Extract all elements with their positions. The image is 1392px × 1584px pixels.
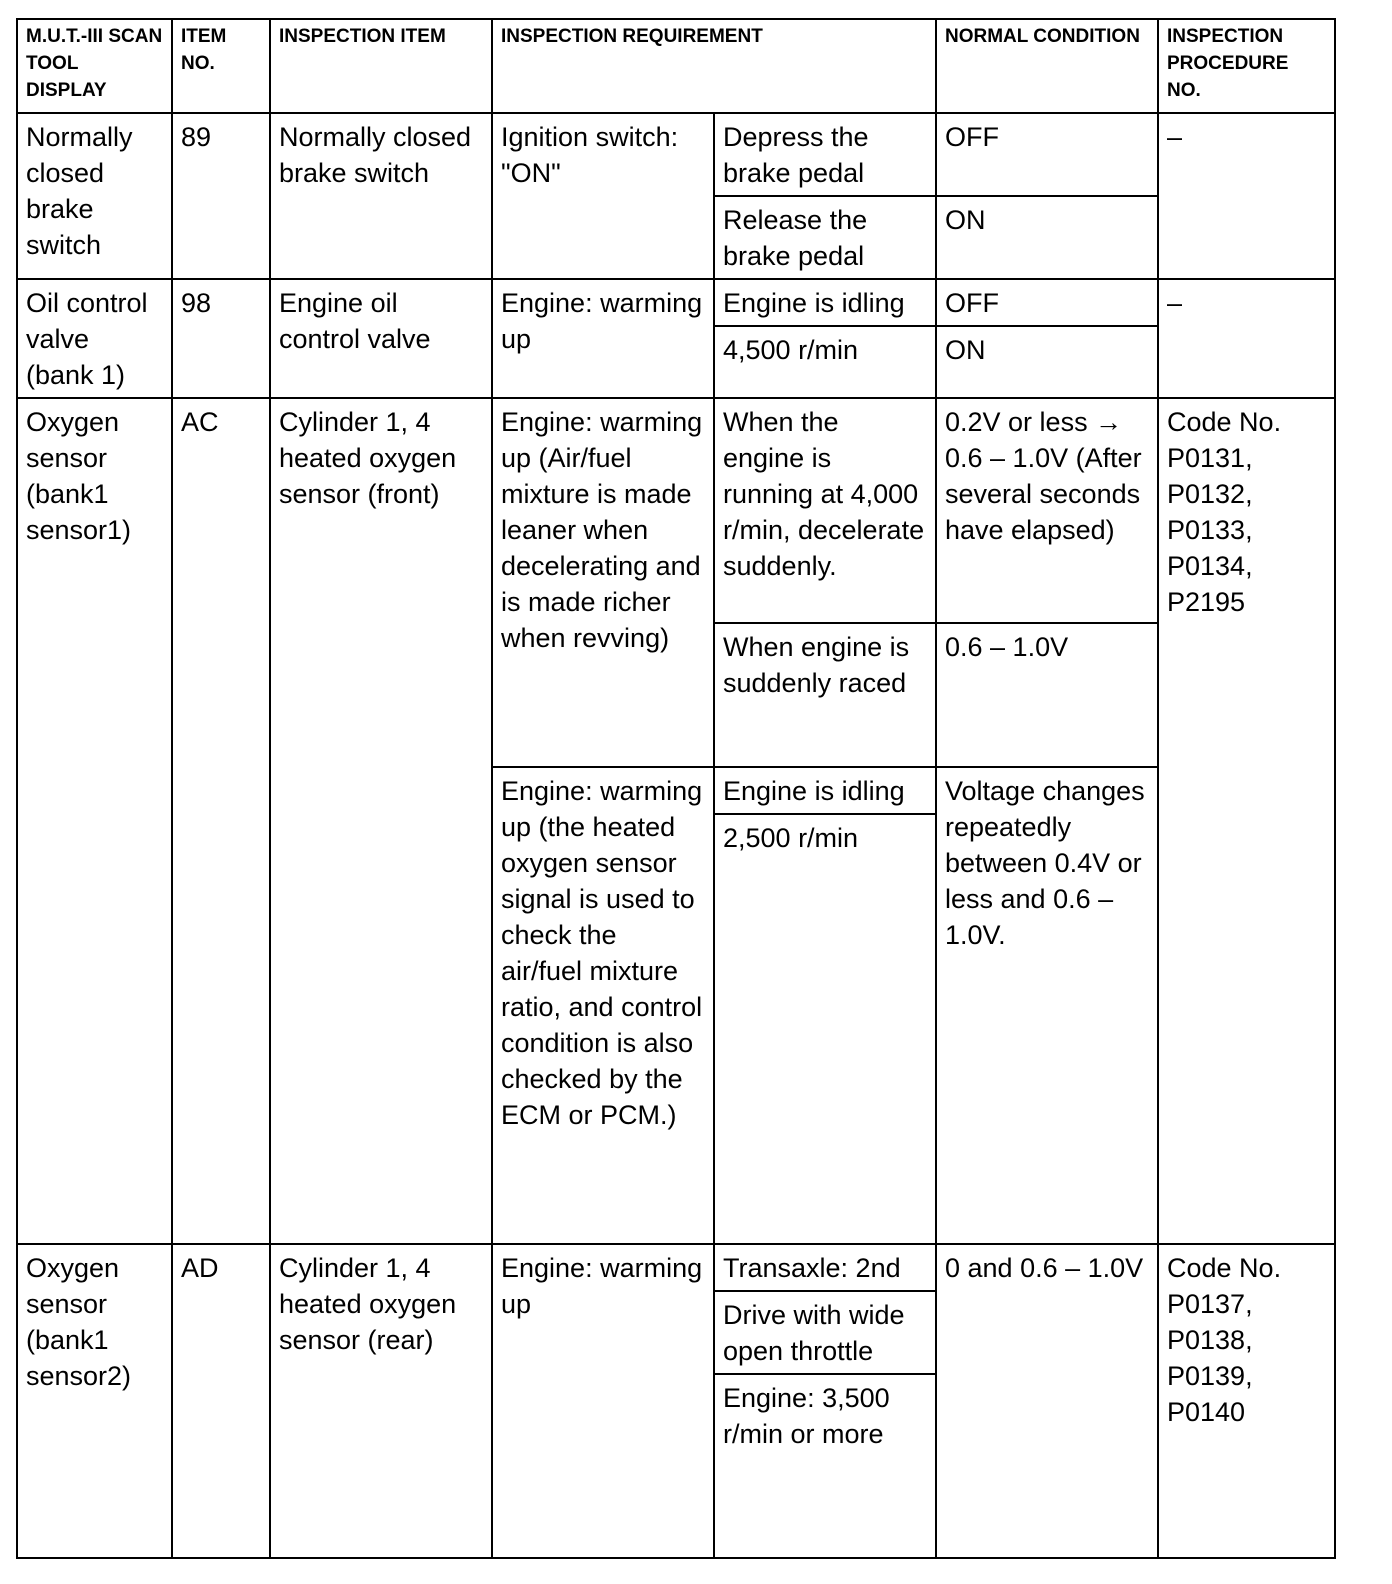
normal-condition-cell: 0.2V or less → 0.6 – 1.0V (After several seconds have elapsed): [936, 398, 1158, 623]
inspection-table: [16, 18, 1336, 1559]
condition-cell: Engine is idling: [714, 279, 936, 326]
header-inspection-requirement: INSPECTION REQUIREMENT: [492, 19, 936, 113]
header-procedure-no: INSPECTION PROCEDURE NO.: [1158, 19, 1335, 113]
condition-cell: Drive with wide open throttle: [714, 1291, 936, 1374]
display-cell: Oxygen sensor (bank1 sensor2): [17, 1244, 172, 1558]
requirement-cell: Engine: warming up (Air/fuel mixture is made leaner when decelerating and is made richer when revving): [492, 398, 714, 767]
requirement-cell: Engine: warming up: [492, 279, 714, 398]
normal-condition-cell: ON: [936, 196, 1158, 279]
display-cell: Oxygen sensor (bank1 sensor1): [17, 398, 172, 1244]
condition-cell: When engine is suddenly raced: [714, 623, 936, 767]
inspection-item-cell: Cylinder 1, 4 heated oxygen sensor (front): [270, 398, 492, 1244]
procedure-cell: –: [1158, 279, 1335, 398]
procedure-cell: Code No. P0137, P0138, P0139, P0140: [1158, 1244, 1335, 1558]
display-cell: Normally closed brake switch: [17, 113, 172, 279]
header-display: M.U.T.-III SCAN TOOL DISPLAY: [17, 19, 172, 113]
header-inspection-item: INSPECTION ITEM: [270, 19, 492, 113]
normal-condition-cell: OFF: [936, 279, 1158, 326]
item-no-cell: 89: [172, 113, 270, 279]
display-cell: Oil control valve (bank 1): [17, 279, 172, 398]
condition-cell: Transaxle: 2nd: [714, 1244, 936, 1291]
header-item-no: ITEM NO.: [172, 19, 270, 113]
inspection-item-cell: Cylinder 1, 4 heated oxygen sensor (rear): [270, 1244, 492, 1558]
condition-cell: Engine is idling: [714, 767, 936, 814]
procedure-cell: Code No. P0131, P0132, P0133, P0134, P2195: [1158, 398, 1335, 1244]
table-row: [17, 398, 1335, 623]
condition-cell: Engine: 3,500 r/min or more: [714, 1374, 936, 1558]
header-normal-condition: NORMAL CONDITION: [936, 19, 1158, 113]
normal-condition-cell: 0.6 – 1.0V: [936, 623, 1158, 767]
normal-condition-cell: ON: [936, 326, 1158, 398]
item-no-cell: AC: [172, 398, 270, 1244]
condition-cell: When the engine is running at 4,000 r/min, decelerate suddenly.: [714, 398, 936, 623]
item-no-cell: 98: [172, 279, 270, 398]
requirement-cell: Engine: warming up: [492, 1244, 714, 1558]
table-row: [17, 1244, 1335, 1291]
normal-condition-cell: Voltage changes repeatedly between 0.4V or less and 0.6 –1.0V.: [936, 767, 1158, 1244]
normal-condition-cell: 0 and 0.6 – 1.0V: [936, 1244, 1158, 1558]
inspection-item-cell: Engine oil control valve: [270, 279, 492, 398]
condition-cell: Release the brake pedal: [714, 196, 936, 279]
item-no-cell: AD: [172, 1244, 270, 1558]
requirement-cell: Ignition switch: "ON": [492, 113, 714, 279]
condition-cell: Depress the brake pedal: [714, 113, 936, 196]
header-row: [17, 19, 1335, 113]
requirement-cell: Engine: warming up (the heated oxygen sensor signal is used to check the air/fuel mixture ratio, and control condition is also checked by the ECM or PCM.): [492, 767, 714, 1244]
normal-condition-cell: OFF: [936, 113, 1158, 196]
procedure-cell: –: [1158, 113, 1335, 279]
condition-cell: 4,500 r/min: [714, 326, 936, 398]
condition-cell: 2,500 r/min: [714, 814, 936, 1244]
table-row: [17, 113, 1335, 196]
table-row: [17, 279, 1335, 326]
inspection-item-cell: Normally closed brake switch: [270, 113, 492, 279]
